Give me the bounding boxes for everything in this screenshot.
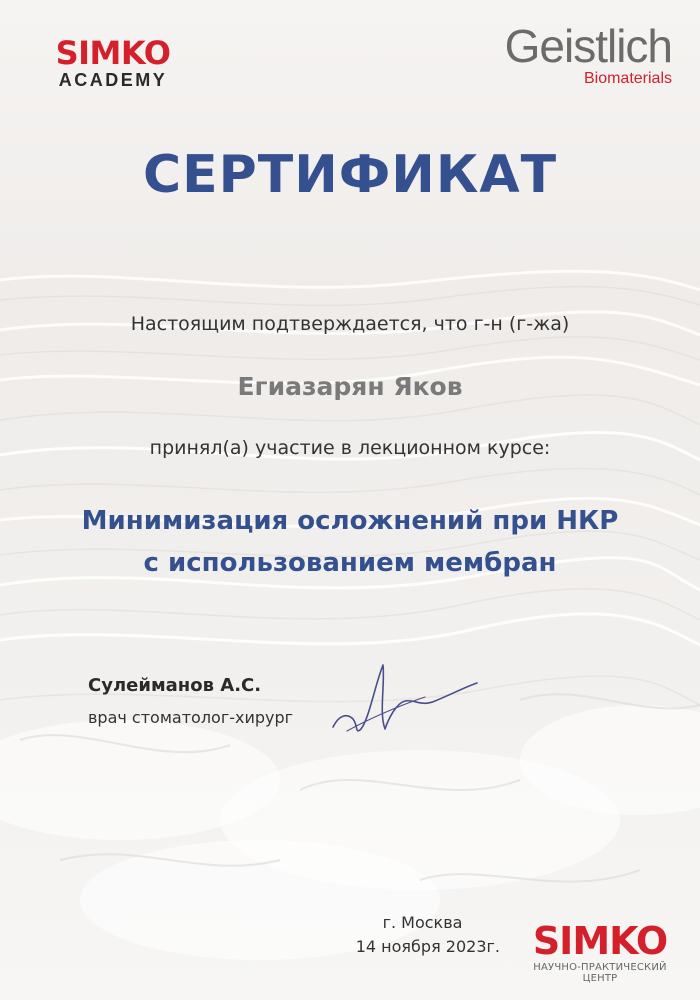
issue-date: 14 ноября 2023г. [355,937,500,956]
signatory-position: врач стоматолог-хирург [88,708,294,727]
simko-academy-logo-subtitle: ACADEMY [58,70,168,90]
participation-text: принял(а) участие в лекционном курсе: [149,437,551,459]
simko-center-logo-subtitle: НАУЧНО-ПРАКТИЧЕСКИЙ ЦЕНТР [533,962,667,984]
recipient-name: Егиазарян Яков [237,372,463,401]
geistlich-logo-brand: Geistlich [504,20,672,72]
signatory-name: Сулейманов А.С. [88,675,262,696]
geistlich-logo-subtitle: Biomaterials [583,70,672,87]
confirmation-text: Настоящим подтверждается, что г-н (г-жа) [130,313,570,335]
course-title [0,500,700,584]
issue-city: г. Москва [382,913,463,932]
simko-academy-logo-brand: SIMKO [55,34,171,72]
course-title-line-1: Минимизация осложнений при НКР [81,506,619,536]
course-title-line-2: с использованием мембран [143,548,557,578]
certificate-title: СЕРТИФИКАТ [142,145,558,205]
signature-icon [325,655,480,745]
simko-center-logo-brand: SIMKO [532,919,668,963]
